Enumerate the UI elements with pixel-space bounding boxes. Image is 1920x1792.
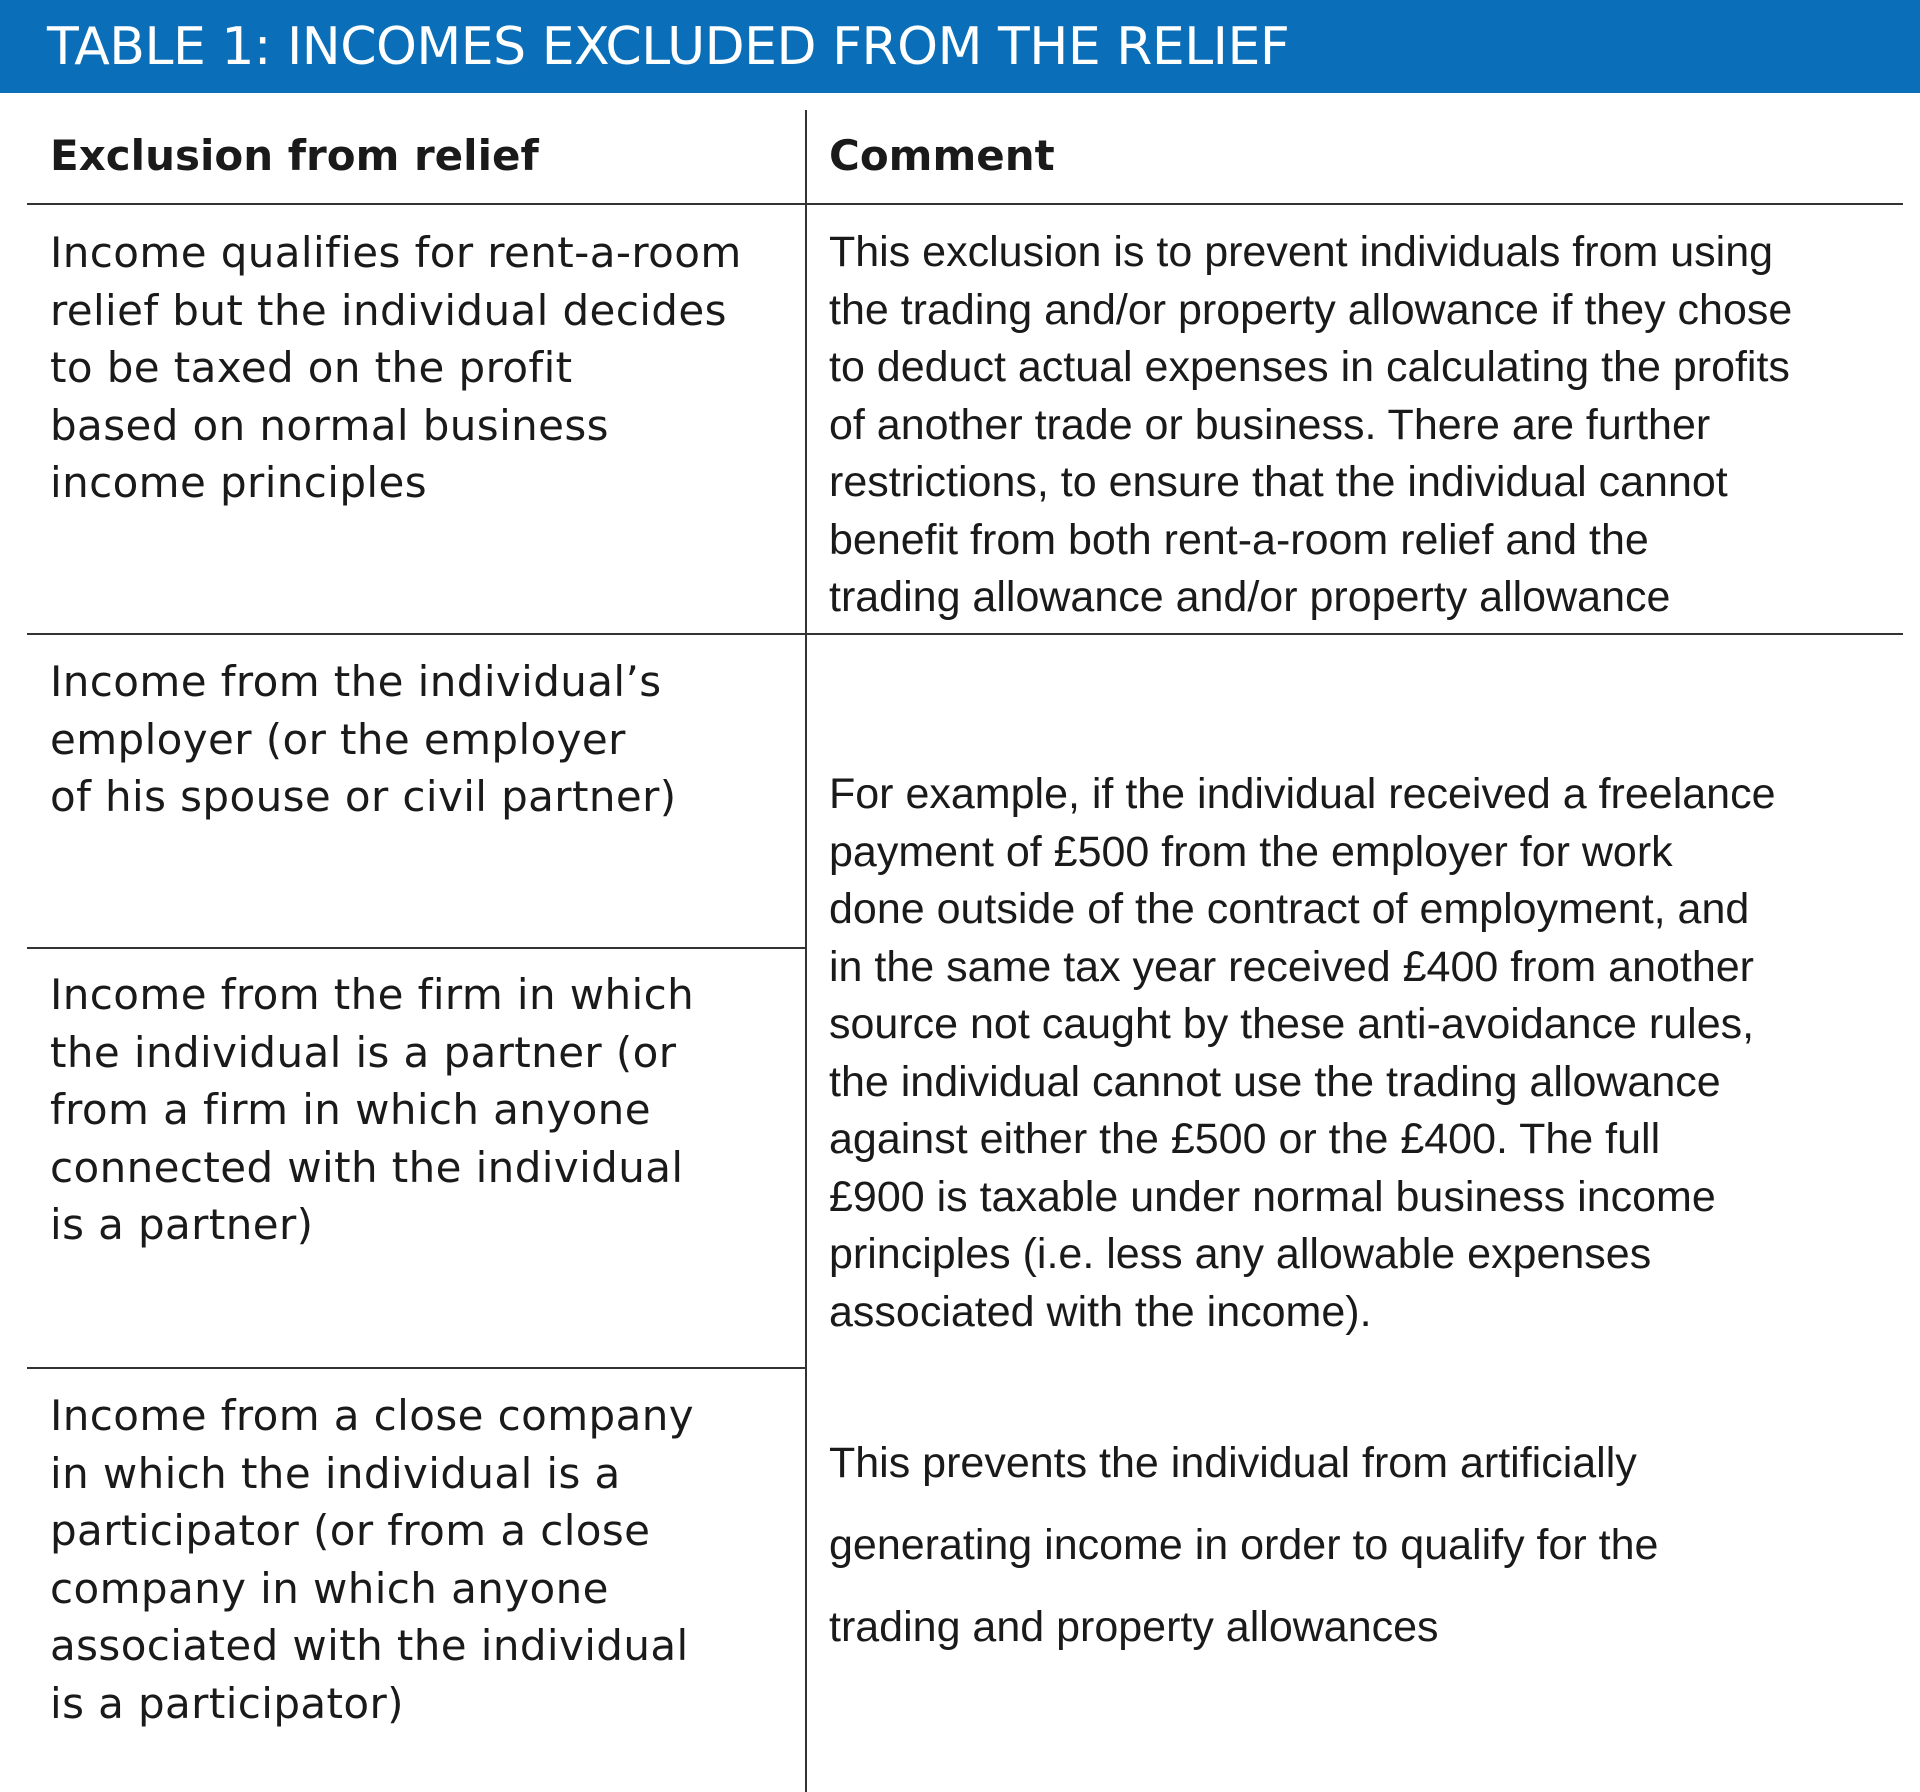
comment-line: This prevents the individual from artificially — [829, 1439, 1637, 1487]
exclusion-line: Income from a close company — [50, 1391, 694, 1440]
exclusion-cell-firm-partner — [50, 966, 790, 1254]
exclusion-line: relief but the individual decides — [50, 285, 727, 335]
column-divider — [805, 110, 807, 1792]
header-comment: Comment — [829, 131, 1055, 180]
exclusion-cell-rent-a-room — [50, 224, 790, 512]
exclusion-line: associated with the individual — [50, 1621, 689, 1670]
table-title: TABLE 1: INCOMES EXCLUDED FROM THE RELIEF — [47, 17, 1290, 77]
comment-line: generating income in order to qualify for the — [829, 1521, 1659, 1569]
comment-cell-rent-a-room — [829, 224, 1899, 627]
exclusion-line: is a participator) — [50, 1678, 404, 1728]
table-title-banner — [0, 0, 1920, 93]
comment-line: £900 is taxable under normal business income — [829, 1172, 1716, 1221]
comment-line: the individual cannot use the trading allowance — [829, 1057, 1721, 1106]
exclusion-line: Income from the individual’s — [50, 657, 662, 706]
exclusion-line: connected with the individual — [50, 1142, 684, 1192]
exclusion-line: Income from the firm in which — [50, 970, 695, 1019]
comment-line: of another trade or business. There are further — [829, 400, 1711, 449]
exclusion-line: Income qualifies for rent-a-room — [50, 228, 742, 277]
comment-line: payment of £500 from the employer for work — [829, 827, 1673, 876]
exclusion-cell-close-company — [50, 1387, 790, 1732]
comment-cell-employer-firm — [829, 766, 1899, 1341]
row-divider — [27, 633, 1903, 635]
exclusion-line: in which the individual is a — [50, 1448, 621, 1498]
comment-line: associated with the income). — [829, 1287, 1372, 1336]
exclusion-line: employer (or the employer — [50, 714, 626, 764]
comment-line: source not caught by these anti-avoidance rules, — [829, 1000, 1755, 1048]
exclusion-line: the individual is a partner (or — [50, 1027, 677, 1077]
comment-line: benefit from both rent-a-room relief and the — [829, 515, 1649, 564]
header-exclusion: Exclusion from relief — [50, 131, 539, 180]
exclusion-line: is a partner) — [50, 1200, 314, 1249]
exclusion-line: based on normal business — [50, 400, 609, 450]
exclusion-line: income principles — [50, 458, 428, 507]
comment-cell-close-company — [829, 1422, 1899, 1668]
comment-line: done outside of the contract of employment, and — [829, 885, 1750, 933]
comment-line: For example, if the individual received a freelance — [829, 770, 1776, 818]
exclusion-line: from a firm in which anyone — [50, 1085, 651, 1134]
header-divider — [27, 203, 1903, 205]
comment-line: against either the £500 or the £400. The full — [829, 1115, 1661, 1163]
comment-line: This exclusion is to prevent individuals from using — [829, 228, 1774, 276]
comment-line: to deduct actual expenses in calculating the profits — [829, 343, 1790, 391]
comment-line: restrictions, to ensure that the individual cannot — [829, 458, 1728, 506]
comment-line: principles (i.e. less any allowable expenses — [829, 1230, 1652, 1278]
exclusion-line: to be taxed on the profit — [50, 343, 573, 392]
exclusion-line: of his spouse or civil partner) — [50, 772, 677, 821]
comment-line: in the same tax year received £400 from another — [829, 942, 1755, 991]
exclusion-cell-employer — [50, 653, 790, 826]
comment-line: the trading and/or property allowance if they chose — [829, 285, 1793, 334]
row-divider — [27, 1367, 806, 1369]
row-divider — [27, 947, 806, 949]
comment-line: trading and property allowances — [829, 1603, 1439, 1651]
exclusion-line: participator (or from a close — [50, 1506, 651, 1555]
exclusion-line: company in which anyone — [50, 1563, 609, 1613]
comment-line: trading allowance and/or property allowance — [829, 573, 1671, 621]
